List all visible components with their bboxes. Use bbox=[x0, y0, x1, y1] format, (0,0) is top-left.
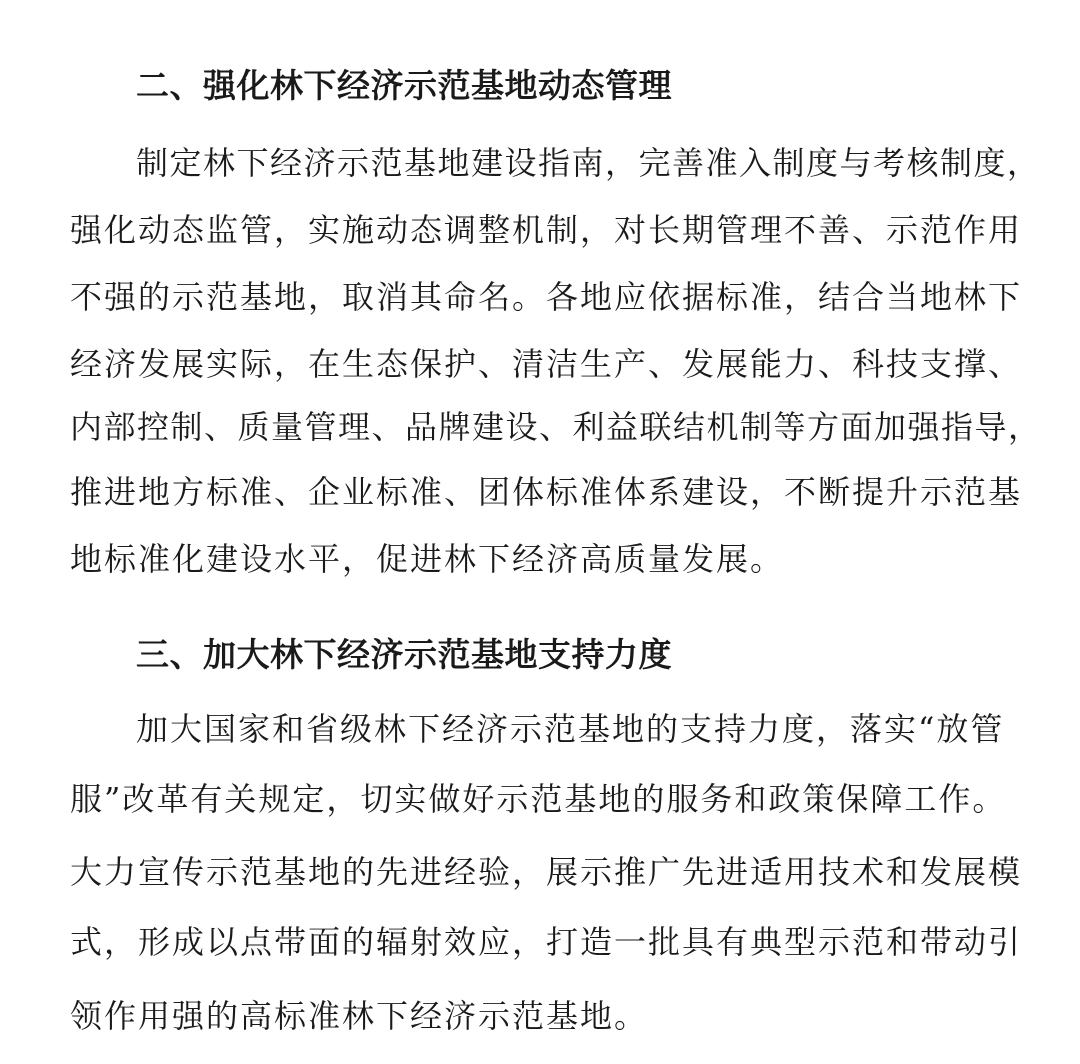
section-2-line-6: 推进地方标准、企业标准、团体标准体系建设，不断提升示范基 bbox=[70, 473, 1023, 511]
section-3-line-3: 大力宣传示范基地的先进经验，展示推广先进适用技术和发展模 bbox=[70, 853, 1023, 891]
section-2-line-2: 强化动态监管，实施动态调整机制，对长期管理不善、示范作用 bbox=[70, 211, 1023, 249]
section-3-heading: 三、加大林下经济示范基地支持力度 bbox=[136, 635, 672, 674]
section-2-line-7: 地标准化建设水平，促进林下经济高质量发展。 bbox=[70, 540, 785, 578]
section-3-line-4: 式，形成以点带面的辐射效应，打造一批具有典型示范和带动引 bbox=[70, 923, 1023, 961]
section-3-line-2: 服”改革有关规定，切实做好示范基地的服务和政策保障工作。 bbox=[70, 780, 1007, 818]
section-2-line-3: 不强的示范基地，取消其命名。各地应依据标准，结合当地林下 bbox=[70, 278, 1023, 316]
section-2-line-5: 内部控制、质量管理、品牌建设、利益联结机制等方面加强指导， bbox=[70, 408, 1042, 446]
section-2-heading: 二、强化林下经济示范基地动态管理 bbox=[136, 66, 672, 105]
section-3-line-1: 加大国家和省级林下经济示范基地的支持力度，落实“放管 bbox=[136, 710, 1005, 748]
section-2-line-4: 经济发展实际，在生态保护、清洁生产、发展能力、科技支撑、 bbox=[70, 345, 1023, 383]
section-3-line-5: 领作用强的高标准林下经济示范基地。 bbox=[70, 997, 649, 1035]
section-2-line-1: 制定林下经济示范基地建设指南，完善准入制度与考核制度， bbox=[136, 144, 1041, 182]
